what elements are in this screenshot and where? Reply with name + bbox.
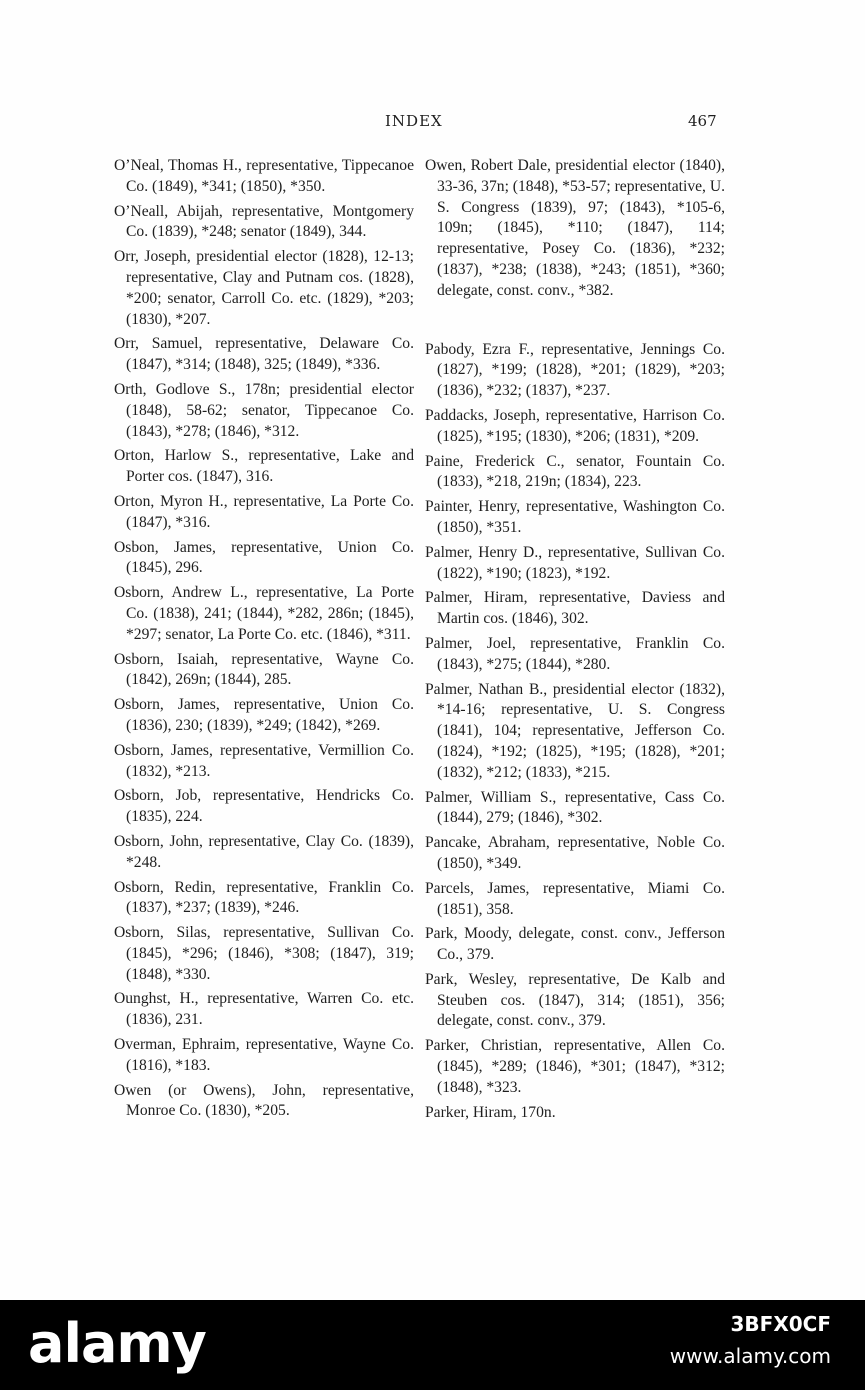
image-id: 3BFX0CF	[730, 1312, 831, 1336]
index-entry: Osborn, John, representative, Clay Co. (1839), *248.	[114, 832, 414, 871]
index-entry: Osbon, James, representative, Union Co. (1845), 296.	[114, 538, 414, 577]
index-entry: Park, Wesley, representative, De Kalb and Steuben cos. (1847), 314; (1851), 356; delegate, const. conv., 379.	[425, 970, 725, 1030]
index-entry: Orr, Joseph, presidential elector (1828), 12-13; representative, Clay and Putnam cos. (1828), *200; senator, Carroll Co. etc. (1829), *203; (1830), *207.	[114, 248, 414, 328]
index-entry: Palmer, Nathan B., presidential elector (1832), *14-16; representative, U. S. Congress (1841), 104; representative, Jefferson Co. (1824), *192; (1825), *195; (1828), *201; (1832), *212; (1833), *215.	[425, 680, 725, 781]
index-entry: Owen, Robert Dale, presidential elector (1840), 33-36, 37n; (1848), *53-57; representative, U. S. Congress (1839), 97; (1843), *105-6, 109n; (1845), *110; (1847), 114; representative, Posey Co. (1836), *232; (1837), *238; (1838), *243; (1851), *360; delegate, const. conv., *382.	[425, 157, 725, 299]
index-entry: Ounghst, H., representative, Warren Co. etc. (1836), 231.	[114, 990, 414, 1029]
index-entry: Osborn, Job, representative, Hendricks Co. (1835), 224.	[114, 787, 414, 826]
page-number: 467	[688, 112, 717, 130]
index-entry: Orth, Godlove S., 178n; presidential elector (1848), 58-62; senator, Tippecanoe Co. (1843), *278; (1846), *312.	[114, 380, 414, 440]
index-entry: Osborn, Silas, representative, Sullivan Co. (1845), *296; (1846), *308; (1847), 319; (1848), *330.	[114, 924, 414, 983]
index-entry: Painter, Henry, representative, Washington Co. (1850), *351.	[425, 498, 725, 536]
index-entry: Palmer, Joel, representative, Franklin Co. (1843), *275; (1844), *280.	[425, 634, 725, 673]
index-entry: Palmer, William S., representative, Cass Co. (1844), 279; (1846), *302.	[425, 788, 725, 827]
index-entry: Osborn, James, representative, Union Co. (1836), 230; (1839), *249; (1842), *269.	[114, 696, 414, 734]
index-entry: Orton, Harlow S., representative, Lake and Porter cos. (1847), 316.	[114, 447, 414, 486]
index-entry: Palmer, Hiram, representative, Daviess and Martin cos. (1846), 302.	[425, 589, 725, 628]
index-entry: Palmer, Henry D., representative, Sullivan Co. (1822), *190; (1823), *192.	[425, 543, 725, 582]
index-entry: Paine, Frederick C., senator, Fountain Co. (1833), *218, 219n; (1834), 223.	[425, 452, 725, 491]
index-entry: Parker, Christian, representative, Allen Co. (1845), *289; (1846), *301; (1847), *312; (1848), *323.	[425, 1037, 725, 1096]
index-entry: O’Neal, Thomas H., representative, Tippecanoe Co. (1849), *341; (1850), *350.	[114, 157, 414, 195]
index-entry: Parcels, James, representative, Miami Co. (1851), 358.	[425, 879, 725, 918]
page-title: INDEX	[385, 112, 443, 130]
alamy-logo: alamy	[28, 1312, 206, 1375]
index-entry: Pancake, Abraham, representative, Noble Co. (1850), *349.	[425, 834, 725, 872]
section-gap	[425, 306, 725, 340]
index-entry: Owen (or Owens), John, representative, Monroe Co. (1830), *205.	[114, 1081, 414, 1120]
index-entry: Osborn, Isaiah, representative, Wayne Co. (1842), 269n; (1844), 285.	[114, 650, 414, 689]
index-entry: Osborn, Redin, representative, Franklin Co. (1837), *237; (1839), *246.	[114, 878, 414, 917]
index-entry: O’Neall, Abijah, representative, Montgomery Co. (1839), *248; senator (1849), 344.	[114, 202, 414, 241]
running-head	[0, 112, 865, 136]
index-group-owen	[425, 156, 725, 302]
index-group-p	[425, 340, 725, 1124]
index-entry: Pabody, Ezra F., representative, Jennings Co. (1827), *199; (1828), *201; (1829), *203; (1836), *232; (1837), *237.	[425, 340, 725, 400]
index-entry: Osborn, Andrew L., representative, La Porte Co. (1838), 241; (1844), *282, 286n; (1845), *297; senator, La Porte Co. etc. (1846), *311.	[114, 584, 414, 643]
index-column-right	[425, 156, 725, 1127]
site-url: www.alamy.com	[669, 1344, 831, 1368]
index-column-left	[114, 156, 414, 1126]
index-entry: Orton, Myron H., representative, La Porte Co. (1847), *316.	[114, 492, 414, 531]
index-entry: Orr, Samuel, representative, Delaware Co. (1847), *314; (1848), 325; (1849), *336.	[114, 335, 414, 374]
index-entry: Overman, Ephraim, representative, Wayne Co. (1816), *183.	[114, 1036, 414, 1074]
index-entry: Osborn, James, representative, Vermillion Co. (1832), *213.	[114, 741, 414, 780]
index-entry: Paddacks, Joseph, representative, Harrison Co. (1825), *195; (1830), *206; (1831), *209.	[425, 406, 725, 445]
index-entry: Parker, Hiram, 170n.	[425, 1103, 556, 1121]
watermark-banner	[0, 1300, 865, 1390]
index-entry: Park, Moody, delegate, const. conv., Jefferson Co., 379.	[425, 925, 725, 964]
